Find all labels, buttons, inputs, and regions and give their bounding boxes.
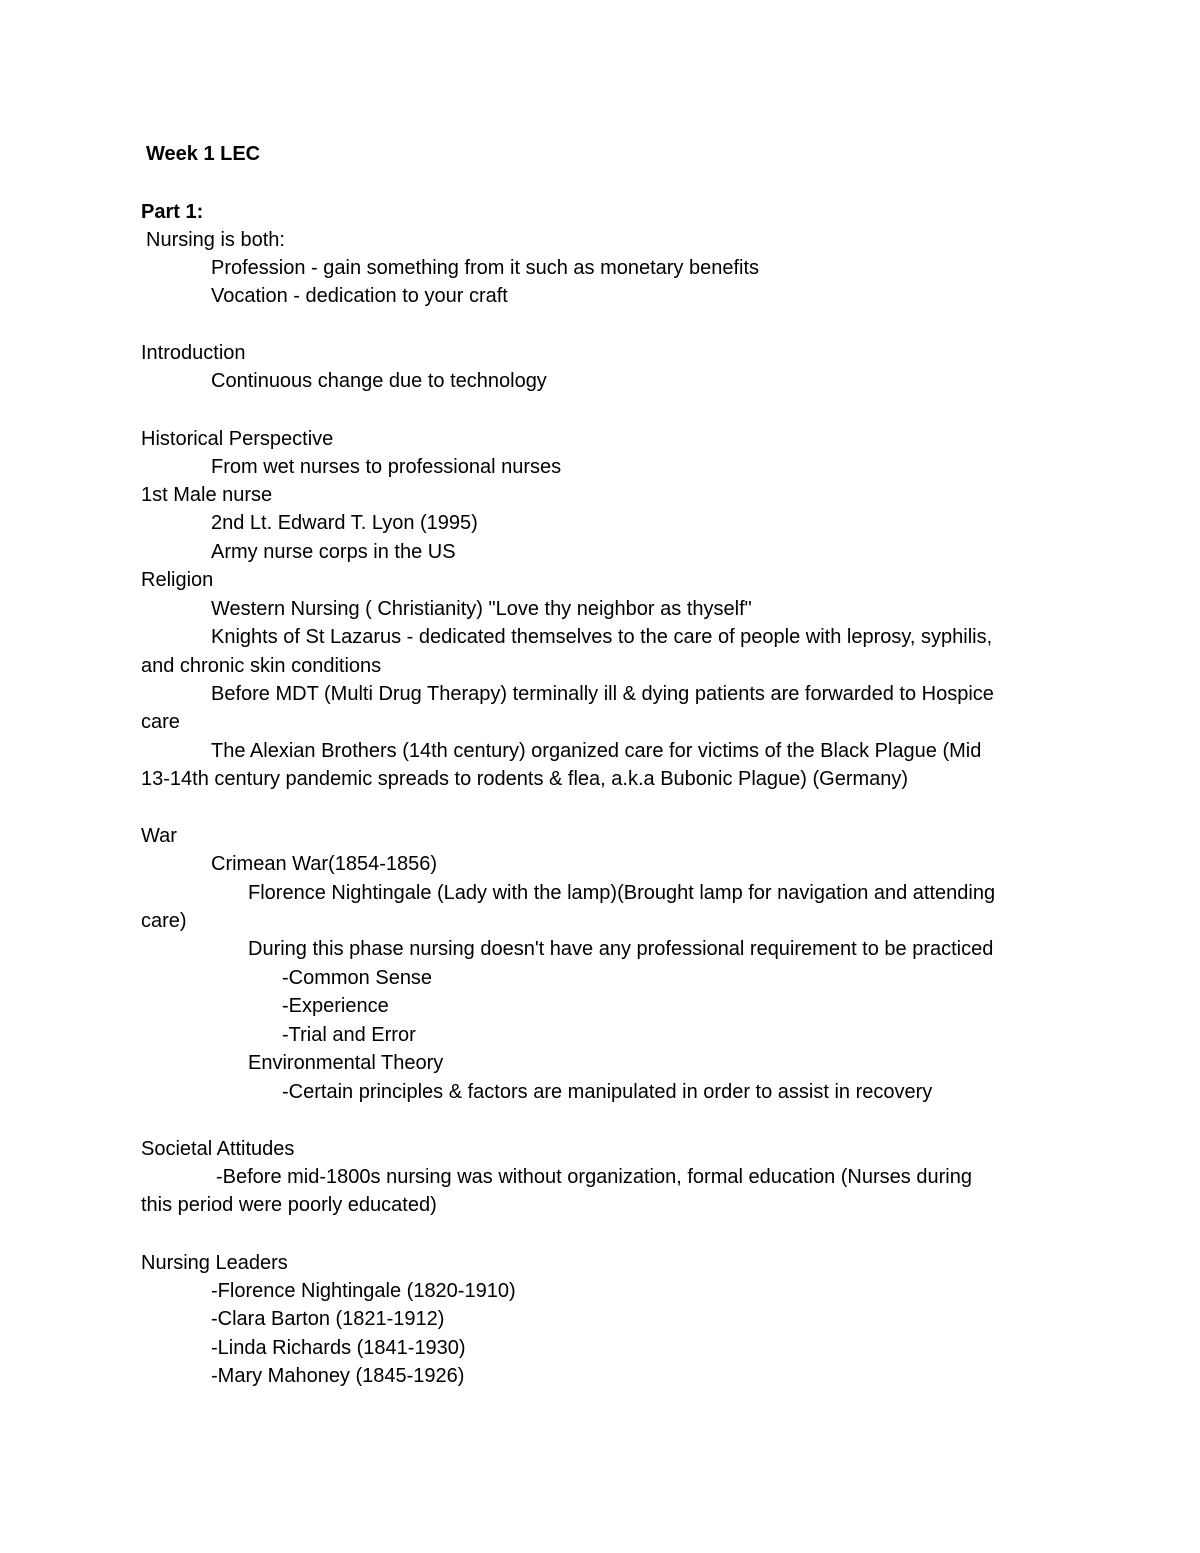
text-line: Continuous change due to technology [211,370,547,392]
text-line: The Alexian Brothers (14th century) organized care for victims of the Black Plague (Mid [211,740,982,762]
text-line: Western Nursing ( Christianity) "Love thy neighbor as thyself" [211,598,752,620]
list-item: -Mary Mahoney (1845-1926) [211,1365,465,1387]
text-line: 13-14th century pandemic spreads to rodents & flea, a.k.a Bubonic Plague) (Germany) [141,768,909,790]
section-heading-historical-perspective: Historical Perspective [141,428,334,450]
text-line: Before MDT (Multi Drug Therapy) terminally ill & dying patients are forwarded to Hospice [211,683,994,705]
section-heading-part-1: Part 1: [141,201,204,223]
text-line: Army nurse corps in the US [211,541,456,563]
text-line: From wet nurses to professional nurses [211,456,562,478]
list-item: -Clara Barton (1821-1912) [211,1308,445,1330]
section-heading-war: War [141,825,177,847]
section-heading-introduction: Introduction [141,342,246,364]
section-heading-religion: Religion [141,569,214,591]
text-line: Knights of St Lazarus - dedicated themselves to the care of people with leprosy, syphilis, [211,626,993,648]
text-line: and chronic skin conditions [141,655,382,677]
list-item: -Trial and Error [282,1024,416,1046]
text-line: 2nd Lt. Edward T. Lyon (1995) [211,512,478,534]
document-title: Week 1 LEC [146,143,261,165]
text-line: care) [141,910,187,932]
list-item: -Certain principles & factors are manipulated in order to assist in recovery [282,1081,933,1103]
text-line: care [141,711,180,733]
text-line: -Before mid-1800s nursing was without organization, formal education (Nurses during [216,1166,972,1188]
text-line: Nursing is both: [146,229,285,251]
text-line: Profession - gain something from it such as monetary benefits [211,257,760,279]
list-item: -Florence Nightingale (1820-1910) [211,1280,516,1302]
text-line: Crimean War(1854-1856) [211,853,438,875]
text-line: Vocation - dedication to your craft [211,285,508,307]
text-line: this period were poorly educated) [141,1194,437,1216]
text-line: Environmental Theory [248,1052,444,1074]
list-item: -Experience [282,995,389,1017]
list-item: -Common Sense [282,967,433,989]
text-line: Florence Nightingale (Lady with the lamp)(Brought lamp for navigation and attending [248,882,996,904]
section-heading-societal-attitudes: Societal Attitudes [141,1138,295,1160]
section-heading-nursing-leaders: Nursing Leaders [141,1252,288,1274]
section-heading-first-male-nurse: 1st Male nurse [141,484,273,506]
list-item: -Linda Richards (1841-1930) [211,1337,466,1359]
text-line: During this phase nursing doesn't have any professional requirement to be practiced [248,938,994,960]
